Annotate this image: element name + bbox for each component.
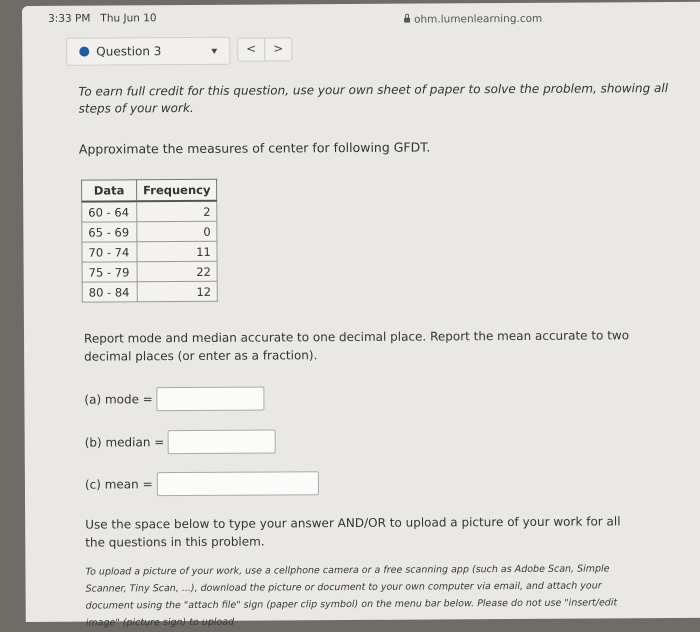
chevron-right-icon: > — [273, 41, 284, 56]
frequency-cell: 11 — [137, 241, 217, 261]
chevron-down-icon — [211, 49, 217, 54]
gfdt-table — [81, 179, 218, 303]
mode-row — [84, 387, 264, 412]
problem-prompt: Approximate the measures of center for following GFDT. — [78, 139, 431, 157]
question-select[interactable] — [66, 37, 230, 66]
header-data: Data — [82, 180, 137, 202]
class-cell: 60 - 64 — [82, 201, 137, 222]
date-text: Thu Jun 10 — [100, 12, 157, 25]
url-text: ohm.lumenlearning.com — [414, 12, 543, 26]
previous-question-button[interactable] — [237, 38, 265, 62]
mean-input[interactable] — [156, 471, 318, 496]
frequency-cell: 0 — [137, 221, 217, 241]
url-display[interactable] — [404, 13, 542, 26]
frequency-cell: 22 — [137, 261, 217, 281]
question-select-label: Question 3 — [96, 44, 162, 59]
class-cell: 70 - 74 — [82, 242, 137, 262]
status-time — [48, 12, 157, 25]
median-row — [85, 429, 277, 454]
table-row — [82, 281, 217, 302]
question-toolbar — [22, 32, 700, 66]
frequency-cell: 12 — [137, 281, 217, 301]
class-cell: 80 - 84 — [82, 282, 137, 302]
time-text: 3:33 PM — [48, 12, 91, 25]
next-question-button[interactable] — [264, 37, 292, 61]
median-label: (b) median = — [84, 435, 165, 450]
upload-help-text: To upload a picture of your work, use a cellphone camera or a free scanning app (such as Adobe Scan, Simple Scanner, Tiny Scan, ...), download the picture or document to your own computer via email, and attach your document using the "attach file" sign (paper clip symbol) on the menu bar below. Please do not use "insert/edit image" (picture sign) to upload — [85, 563, 618, 629]
class-cell: 75 - 79 — [82, 262, 137, 282]
table-row — [82, 261, 217, 282]
median-input[interactable] — [168, 429, 276, 454]
status-bar — [22, 2, 700, 30]
upload-note: Use the space below to type your answer AND/OR to upload a picture of your work for all the questions in this problem. — [85, 514, 621, 550]
mode-label: (a) mode = — [84, 392, 153, 407]
chevron-left-icon: < — [246, 41, 257, 56]
class-cell: 65 - 69 — [82, 222, 137, 242]
table-header-row — [82, 179, 217, 201]
table-row — [82, 241, 217, 262]
table-row — [82, 201, 217, 222]
lock-icon — [404, 18, 410, 23]
table-row — [82, 221, 217, 242]
mean-row — [85, 471, 319, 496]
mean-label: (c) mean = — [84, 477, 153, 492]
report-instructions: Report mode and median accurate to one decimal place. Report the mean accurate to two decimal places (or enter as a fraction). — [83, 328, 630, 364]
frequency-cell: 2 — [137, 201, 217, 222]
instructions-text: To earn full credit for this question, use your own sheet of paper to solve the problem, showing all steps of your work. — [78, 81, 669, 116]
question-content — [78, 80, 678, 629]
status-dot-icon — [79, 47, 89, 57]
header-frequency: Frequency — [137, 179, 217, 201]
tablet-screen — [22, 2, 700, 629]
mode-input[interactable] — [157, 387, 265, 412]
